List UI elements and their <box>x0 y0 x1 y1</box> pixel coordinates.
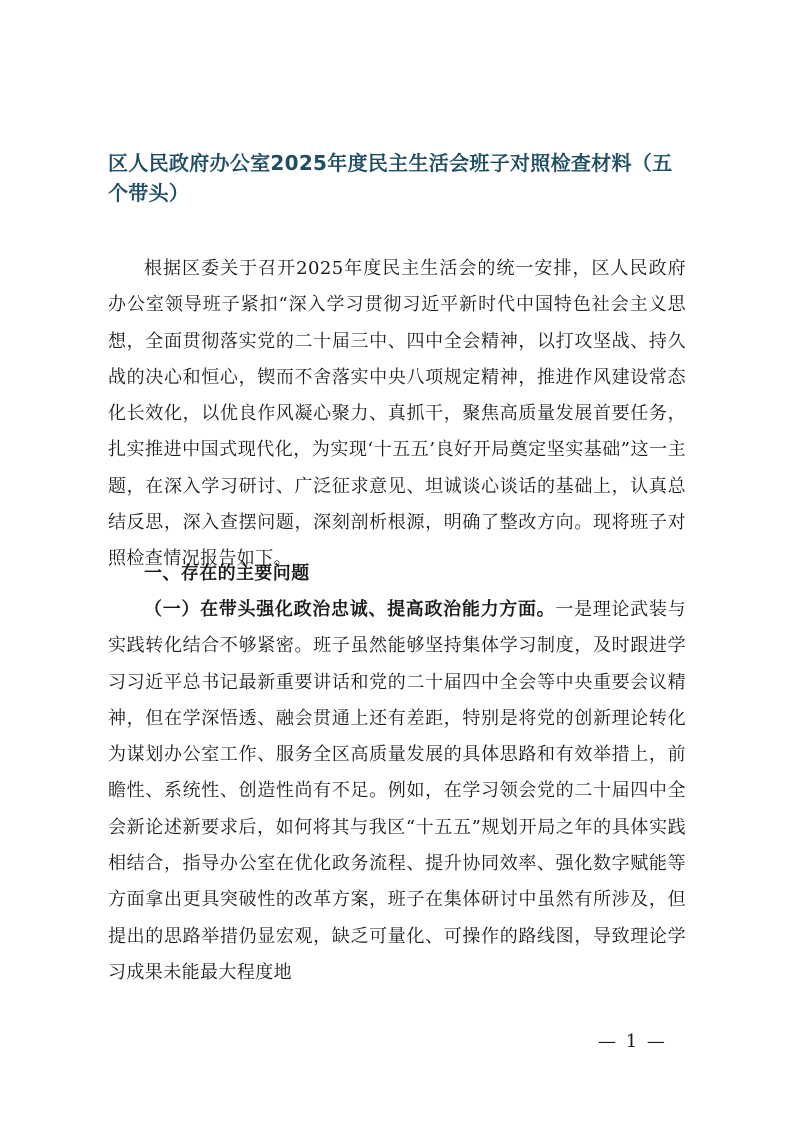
item-1-lead: （一）在带头强化政治忠诚、提高政治能力方面。 <box>144 599 556 620</box>
intro-paragraph: 根据区委关于召开2025年度民主生活会的统一安排，区人民政府办公室领导班子紧扣“深入学习贯彻习近平新时代中国特色社会主义思想，全面贯彻落实党的二十届三中、四中全会精神，以打攻坚战、持久战的决心和恒心，锲而不舍落实中央八项规定精神，推进作风建设常态化长效化，以优良作风凝心聚力、真抓干，聚焦高质量发展首要任务，扎实推进中国式现代化，为实现‘十五五’良好开局奠定坚实基础”这一主题，在深入学习研讨、广泛征求意见、坦诚谈心谈话的基础上，认真总结反思，深入查摆问题，深刻剖析根源，明确了整改方向。现将班子对照检查情况报告如下。 <box>108 258 686 570</box>
section-heading-main-problems: 一、存在的主要问题 <box>144 563 310 584</box>
page-number: — 1 — <box>598 1031 667 1052</box>
item-1-text: 一是理论武装与实践转化结合不够紧密。班子虽然能够坚持集体学习制度，及时跟进学习习近平总书记最新重要讲话和党的二十届四中全会等中央重要会议精神，但在学深悟透、融会贯通上还有差距，特别是将党的创新理论转化为谋划办公室工作、服务全区高质量发展的具体思路和有效举措上，前瞻性、系统性、创造性尚有不足。例如，在学习领会党的二十届四中全会新论述新要求后，如何将其与我区“十五五”规划开局之年的具体实践相结合，指导办公室在优化政务流程、提升协同效率、强化数字赋能等方面拿出更具突破性的改革方案，班子在集体研讨中虽然有所涉及，但提出的思路举措仍显宏观，缺乏可量化、可操作的路线图，导致理论学习成果未能最大程度地 <box>108 599 686 983</box>
item-1-paragraph <box>108 592 686 983</box>
document-title: 区人民政府办公室2025年度民主生活会班子对照检查材料（五个带头） <box>108 151 673 205</box>
